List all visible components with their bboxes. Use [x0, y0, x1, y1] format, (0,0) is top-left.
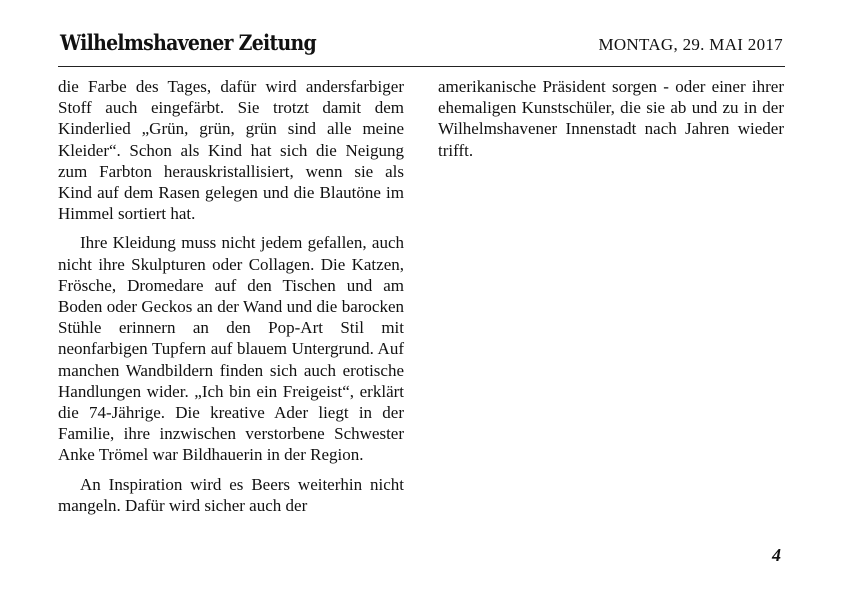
issue-date: MONTAG, 29. MAI 2017	[598, 35, 783, 54]
paragraph-4: amerikanische Präsident sorgen - oder einer ihrer ehemaligen Kunstschüler, die sie ab und zu in der Wilhelmshavener Innenstadt nach Jahren wieder trifft.	[438, 77, 784, 160]
paragraph-1: die Farbe des Tages, dafür wird andersfarbiger Stoff auch eingefärbt. Sie trotzt damit dem Kinderlied „Grün, grün, grün sind alle meine Kleider“. Schon als Kind hat sich die Neigung zum Farbton herauskristallisiert, wenn sie als Kind auf dem Rasen gelegen und die Blautöne im Himmel sortiert hat.	[58, 77, 404, 224]
article-column-right	[438, 76, 784, 169]
masthead	[58, 30, 785, 67]
newspaper-name: Wilhelmshavener Zeitung	[60, 30, 317, 55]
page-number: 4	[772, 545, 781, 565]
article-column-left	[58, 76, 404, 524]
paragraph-3: An Inspiration wird es Beers weiterhin nicht mangeln. Dafür wird sicher auch der	[58, 474, 404, 515]
paragraph-2: Ihre Kleidung muss nicht jedem gefallen, auch nicht ihre Skulpturen oder Collagen. Die Katzen, Frösche, Dromedare auf den Tischen und am Boden oder Geckos an der Wand und die barocken Stühle erinnern an den Pop-Art Stil mit neonfarbigen Tupfern auf blauem Untergrund. Auf manchen Wandbildern finden sich auch erotische Handlungen wider. „Ich bin ein Freigeist“, erklärt die 74-Jährige. Die kreative Ader liegt in der Familie, ihre inzwischen verstorbene Schwester Anke Trömel war Bildhauerin in der Region.	[58, 233, 404, 465]
